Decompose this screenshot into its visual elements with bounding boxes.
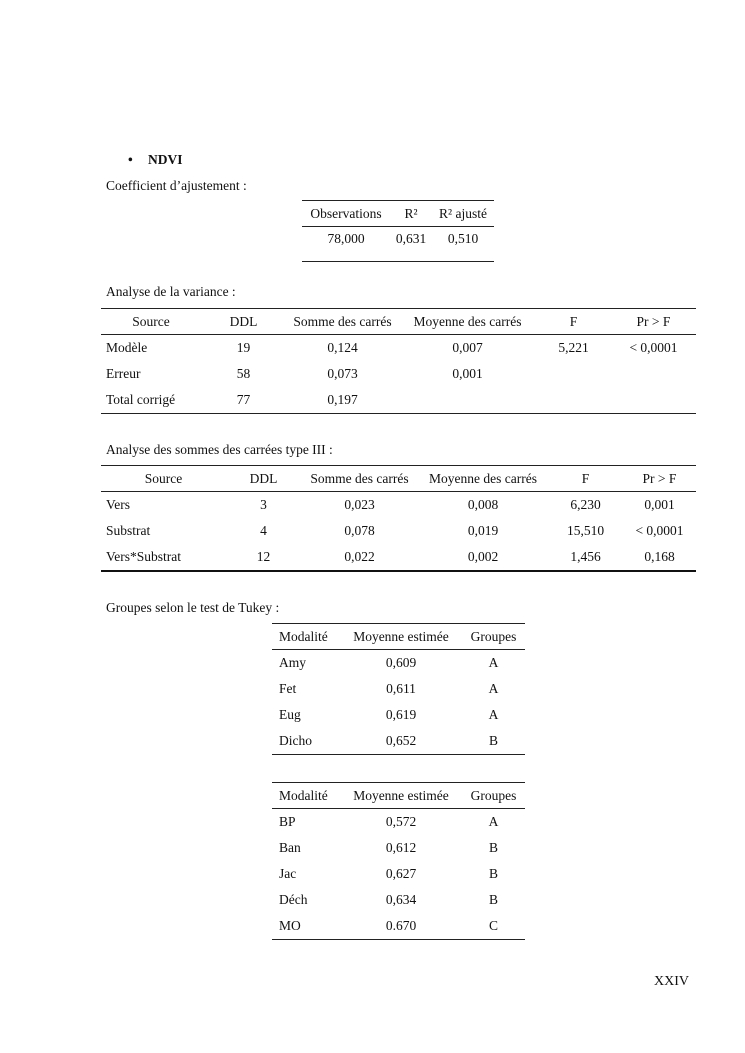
- table-cell: 0,073: [327, 366, 358, 381]
- column-header: Groupes: [462, 783, 525, 809]
- table-cell: Jac: [279, 866, 297, 881]
- table-cell: < 0,0001: [635, 523, 684, 538]
- table-header-row: [101, 309, 696, 335]
- table-cell: Erreur: [106, 366, 141, 381]
- table-cell: 0,634: [385, 892, 417, 907]
- table-cell: MO: [279, 918, 301, 933]
- table-row: [101, 361, 696, 387]
- table-cell: 1,456: [570, 549, 601, 564]
- table-cell: 0.670: [385, 918, 417, 933]
- table-row: [272, 676, 525, 702]
- table-cell: 0,022: [344, 549, 375, 564]
- table-row: [101, 492, 696, 519]
- table-cell: A: [488, 681, 499, 696]
- table-row: [272, 728, 525, 755]
- table-row: [272, 702, 525, 728]
- section-title: NDVI: [148, 152, 183, 167]
- table-cell: 0,619: [385, 707, 417, 722]
- table-cell: 0,609: [385, 655, 417, 670]
- table-row: [272, 835, 525, 861]
- column-header: Source: [101, 466, 226, 492]
- column-header: F: [536, 309, 611, 335]
- table-cell: B: [488, 892, 498, 907]
- type3-table: [101, 465, 696, 572]
- column-header: F: [548, 466, 623, 492]
- table-cell: 0,612: [385, 840, 417, 855]
- column-header: Pr > F: [611, 309, 696, 335]
- table-row: [302, 227, 494, 262]
- table-header-row: [272, 624, 525, 650]
- table-cell: 4: [260, 523, 267, 538]
- table-cell: A: [488, 814, 499, 829]
- table-cell: Substrat: [106, 523, 151, 538]
- table-row: [272, 809, 525, 836]
- table-cell: 15,510: [566, 523, 605, 538]
- page-number: XXIV: [654, 974, 689, 989]
- table-cell: 12: [256, 549, 271, 564]
- table-cell: [536, 387, 611, 414]
- table-cell: 0,572: [385, 814, 417, 829]
- table-cell: [611, 387, 696, 414]
- table-row: [101, 335, 696, 362]
- table-cell: Déch: [279, 892, 308, 907]
- table-cell: [611, 361, 696, 387]
- table-cell: Vers*Substrat: [106, 549, 181, 564]
- section-heading: [128, 152, 183, 168]
- table-cell: C: [488, 918, 498, 933]
- table-cell: B: [488, 733, 498, 748]
- anova-label: Analyse de la variance :: [106, 284, 236, 299]
- table-header-row: [272, 783, 525, 809]
- table-cell: 0,124: [327, 340, 358, 355]
- tukey-table-vers: [272, 623, 525, 755]
- column-header: R² ajusté: [432, 201, 494, 227]
- table-row: [101, 544, 696, 571]
- column-header: Observations: [302, 201, 390, 227]
- column-header: Moyenne des carrés: [418, 466, 548, 492]
- table-cell: 0,627: [385, 866, 417, 881]
- anova-table: [101, 308, 696, 414]
- column-header: Source: [101, 309, 201, 335]
- column-header: Somme des carrés: [286, 309, 399, 335]
- table-cell: Eug: [279, 707, 301, 722]
- column-header: R²: [390, 201, 432, 227]
- table-cell: A: [488, 707, 499, 722]
- table-row: [272, 887, 525, 913]
- table-row: [101, 518, 696, 544]
- table-row: [272, 650, 525, 677]
- table-cell: 0,019: [467, 523, 499, 538]
- column-header: Somme des carrés: [301, 466, 418, 492]
- table-cell: 0,078: [344, 523, 375, 538]
- table-header-row: [101, 466, 696, 492]
- table-cell: 5,221: [558, 340, 589, 355]
- table-cell: 0,611: [386, 681, 416, 696]
- table-cell: 0,001: [452, 366, 483, 381]
- table-cell: 0,197: [327, 392, 358, 407]
- table-cell: Dicho: [279, 733, 312, 748]
- table-row: [272, 861, 525, 887]
- table-cell: 58: [236, 366, 251, 381]
- type3-label: Analyse des sommes des carrées type III :: [106, 442, 333, 457]
- table-cell: 0,002: [467, 549, 499, 564]
- column-header: Moyenne des carrés: [399, 309, 536, 335]
- table-cell: 3: [260, 497, 267, 512]
- table-cell: 0,007: [452, 340, 483, 355]
- table-cell: 19: [236, 340, 251, 355]
- column-header: Modalité: [272, 624, 340, 650]
- fit-table: [302, 200, 494, 262]
- table-cell: 0,001: [644, 497, 675, 512]
- column-header: Groupes: [462, 624, 525, 650]
- tukey-table-substrat: [272, 782, 525, 940]
- table-cell: B: [488, 840, 498, 855]
- table-cell: 77: [236, 392, 251, 407]
- table-cell: Vers: [106, 497, 130, 512]
- column-header: Modalité: [272, 783, 340, 809]
- table-header-row: [302, 201, 494, 227]
- table-cell: Modèle: [106, 340, 148, 355]
- table-cell: Amy: [279, 655, 306, 670]
- table-cell: B: [488, 866, 498, 881]
- column-header: DDL: [201, 309, 286, 335]
- bullet-icon: •: [128, 152, 133, 167]
- table-cell: 0,652: [385, 733, 417, 748]
- column-header: DDL: [226, 466, 301, 492]
- table-row: [272, 913, 525, 940]
- table-cell: [536, 361, 611, 387]
- table-cell: 6,230: [570, 497, 601, 512]
- column-header: Pr > F: [623, 466, 696, 492]
- column-header: Moyenne estimée: [340, 624, 462, 650]
- tukey-label: Groupes selon le test de Tukey :: [106, 600, 280, 615]
- table-cell: A: [488, 655, 499, 670]
- fit-label: Coefficient d’ajustement :: [106, 178, 247, 193]
- table-cell: 0,168: [644, 549, 675, 564]
- table-row: [101, 387, 696, 414]
- table-cell: < 0,0001: [629, 340, 678, 355]
- table-cell: Total corrigé: [106, 392, 176, 407]
- table-cell: 0,023: [344, 497, 375, 512]
- table-cell: Fet: [279, 681, 297, 696]
- table-cell: 0,008: [467, 497, 499, 512]
- table-cell: [399, 387, 536, 414]
- column-header: Moyenne estimée: [340, 783, 462, 809]
- table-cell: Ban: [279, 840, 301, 855]
- table-cell: BP: [279, 814, 296, 829]
- table-cell: 78,000: [327, 231, 365, 246]
- table-cell: 0,510: [447, 231, 479, 246]
- table-cell: 0,631: [395, 231, 427, 246]
